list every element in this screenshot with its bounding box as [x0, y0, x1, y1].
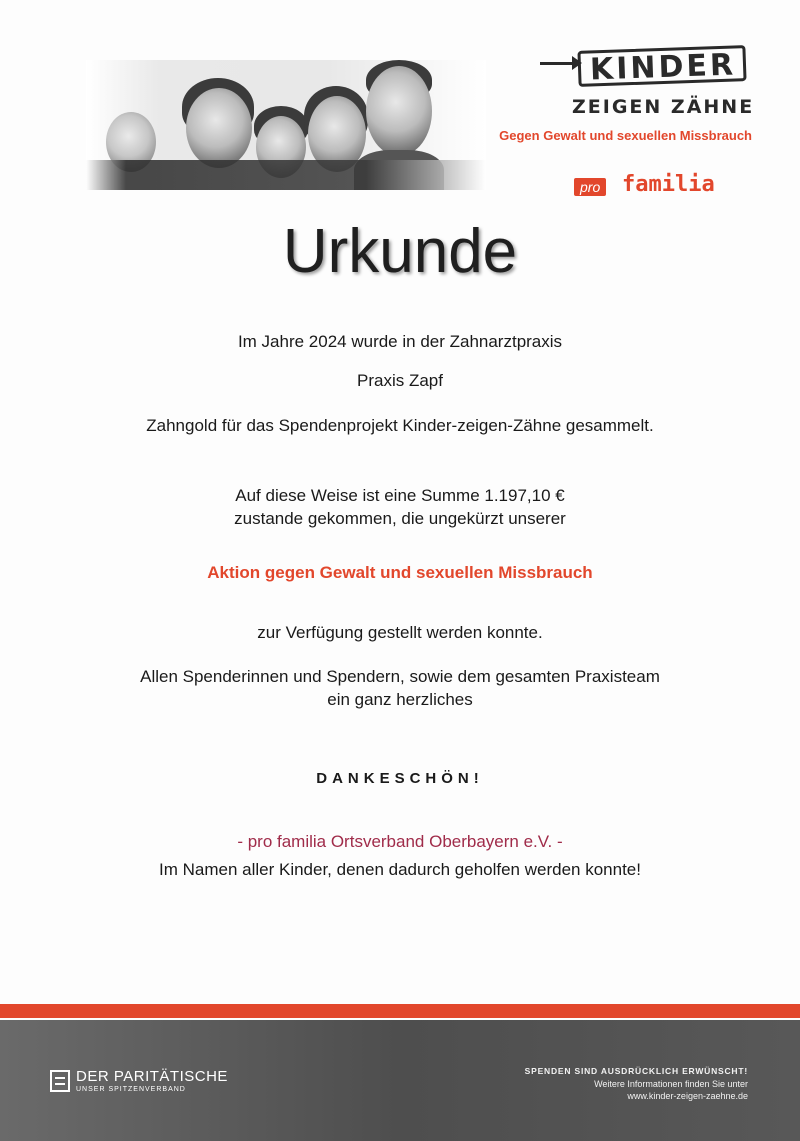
partner-name: DER PARITÄTISCHE — [76, 1068, 228, 1085]
children-photo — [86, 60, 486, 190]
organization-name: - pro familia Ortsverband Oberbayern e.V. - — [237, 832, 563, 851]
footer-red-stripe — [0, 1004, 800, 1018]
kinder-zeigen-zaehne-logo — [540, 44, 750, 92]
donate-heading: SPENDEN SIND AUSDRÜCKLICH ERWÜNSCHT! — [524, 1066, 748, 1076]
paritaetische-icon — [50, 1070, 70, 1092]
arrow-icon — [540, 62, 580, 65]
header-tagline: Gegen Gewalt und sexuellen Missbrauch — [499, 128, 752, 143]
donate-info: Weitere Informationen finden Sie unter — [594, 1079, 748, 1089]
text-line-intro: Im Jahre 2024 wurde in der Zahnarztpraxis — [237, 332, 563, 351]
footer-donation-info — [440, 1066, 748, 1101]
profamilia-logo — [574, 172, 734, 198]
thanks-heading: DANKESCHÖN! — [316, 770, 484, 787]
certificate-title: Urkunde — [282, 217, 518, 286]
closing-line: Im Namen aller Kinder, denen dadurch geholfen werden konnte! — [159, 860, 641, 879]
partner-sub: UNSER SPITZENVERBAND — [76, 1086, 186, 1093]
text-line-hearty: ein ganz herzliches — [327, 690, 473, 709]
text-line-provided: zur Verfügung gestellt werden konnte. — [257, 623, 543, 642]
text-line-sum: Auf diese Weise ist eine Summe 1.197,10 € — [235, 486, 565, 505]
logo-word: KINDER — [589, 47, 737, 88]
practice-name: Praxis Zapf — [357, 371, 443, 390]
campaign-name: Aktion gegen Gewalt und sexuellen Missbrauch — [207, 563, 593, 582]
text-line-project: Zahngold für das Spendenprojekt Kinder-zeigen-Zähne gesammelt. — [146, 416, 654, 435]
website-link[interactable]: www.kinder-zeigen-zaehne.de — [627, 1091, 748, 1101]
text-line-thanks-donors: Allen Spenderinnen und Spendern, sowie dem gesamten Praxisteam — [140, 667, 660, 686]
logo-subword: ZEIGEN ZÄHNE — [572, 96, 755, 118]
text-line-result: zustande gekommen, die ungekürzt unserer — [234, 509, 566, 528]
profamilia-familia: familia — [622, 172, 715, 197]
profamilia-pro: pro — [574, 178, 606, 196]
